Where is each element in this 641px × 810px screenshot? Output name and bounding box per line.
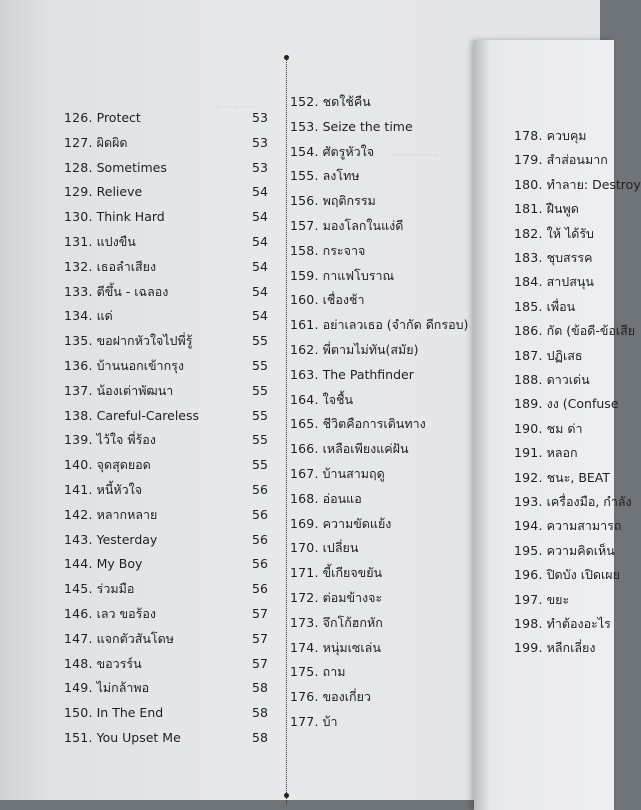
toc-entry [64, 554, 142, 574]
entry-number: 184. [514, 274, 543, 290]
entry-number: 173. [290, 614, 319, 630]
entry-title: ทำลาย: Destroy [546, 176, 641, 192]
entry-title: หนี้หัวใจ [96, 482, 143, 497]
entry-title: Seize the time [322, 118, 413, 134]
entry-page-number: 57 [252, 606, 268, 621]
toc-entry [64, 108, 141, 128]
entry-number: 132. [64, 258, 93, 274]
entry-title: หนุ่มเซเล่น [322, 639, 381, 655]
toc-entry [514, 272, 600, 292]
toc-entry [64, 678, 149, 698]
entry-title: บ้านสามฤดู [322, 466, 385, 481]
entry-number: 131. [64, 234, 93, 249]
entry-title: ศัตรูหัวใจ [322, 143, 375, 159]
toc-entry [290, 266, 475, 286]
entry-number: 150. [64, 705, 93, 721]
divider-bottom-dot [284, 793, 289, 798]
entry-number: 168. [290, 490, 319, 506]
entry-number: 172. [290, 590, 319, 605]
divider-top-dot [284, 55, 289, 60]
entry-number: 186. [514, 323, 543, 339]
entry-number: 137. [64, 382, 93, 398]
toc-entry [64, 455, 151, 475]
entry-title: ดาวเด่น [546, 372, 590, 387]
toc-entry [290, 191, 475, 211]
toc-entry [290, 613, 475, 633]
toc-entry [514, 175, 641, 195]
entry-number: 135. [64, 333, 93, 349]
toc-entry [64, 158, 167, 178]
toc-entry [64, 207, 165, 227]
entry-page-number: 55 [252, 333, 268, 349]
toc-entry [514, 516, 622, 536]
entry-number: 174. [290, 639, 319, 655]
toc-entry [290, 538, 475, 558]
entry-title: ชีวิตคือการเดินทาง [322, 416, 426, 432]
entry-page-number: 54 [252, 184, 268, 200]
entry-title: แจกตัวสันโดษ [96, 630, 174, 646]
toc-entry [290, 687, 475, 707]
entry-page-number: 53 [252, 134, 268, 150]
entry-number: 163. [290, 366, 319, 382]
entry-title: Think Hard [96, 209, 165, 225]
entry-title: หลีกเลี่ยง [546, 640, 596, 656]
column-divider [286, 60, 287, 805]
toc-entry [514, 468, 611, 488]
toc-entry [290, 117, 475, 137]
toc-entry [514, 224, 600, 244]
entry-page-number: 58 [252, 680, 268, 696]
entry-page-number: 55 [252, 457, 268, 473]
entry-title: พฤติกรรม [322, 193, 376, 209]
entry-title: ความสามารถ [546, 518, 622, 534]
entry-title: ต่อมข้างจะ [322, 590, 383, 605]
toc-entry [290, 662, 475, 682]
entry-title: จึกโก้ฮกหัก [322, 614, 383, 630]
toc-entry [64, 306, 113, 326]
toc-entry [514, 492, 632, 512]
toc-entry [64, 629, 174, 649]
toc-entry [514, 150, 608, 170]
entry-title: ตีขึ้น - เฉลอง [96, 283, 169, 299]
entry-title: ผิดผิด [96, 134, 128, 150]
entry-number: 148. [64, 655, 93, 671]
entry-title: ขอฝากหัวใจไปพี่รู้ [96, 333, 193, 349]
toc-entry [290, 588, 475, 608]
toc-entry [514, 126, 600, 146]
entry-number: 181. [514, 201, 543, 217]
entry-title: ชนะ, BEAT [546, 469, 611, 485]
toc-entry [64, 728, 181, 748]
toc-entry [64, 257, 156, 277]
entry-page-number: 54 [252, 209, 268, 225]
toc-entry [290, 489, 475, 509]
entry-title: In The End [96, 705, 164, 721]
toc-entry [514, 297, 600, 317]
entry-page-number: 54 [252, 258, 268, 274]
entry-number: 192. [514, 469, 543, 485]
entry-number: 152. [290, 94, 319, 109]
toc-entry [290, 315, 475, 335]
entry-title: The Pathfinder [322, 366, 414, 382]
entry-title: อ่อนแอ [322, 490, 362, 506]
entry-number: 151. [64, 730, 93, 745]
entry-title: สาปสนุน [546, 274, 594, 290]
entry-number: 161. [290, 317, 319, 333]
entry-title: ขี้เกียจขยัน [322, 565, 383, 581]
entry-title: เครื่องมือ, กำลัง [546, 494, 632, 509]
entry-page-number: 56 [252, 581, 268, 597]
entry-number: 195. [514, 542, 543, 558]
entry-page-number: 53 [252, 110, 268, 125]
toc-entry [64, 579, 134, 599]
entry-number: 188. [514, 372, 543, 387]
toc-entry [64, 505, 157, 525]
entry-page-number: 57 [252, 630, 268, 646]
entry-number: 187. [514, 347, 543, 363]
entry-number: 176. [290, 689, 319, 705]
toc-entry [64, 232, 136, 252]
entry-number: 129. [64, 184, 93, 200]
entry-number: 197. [514, 591, 543, 607]
toc-entry [290, 166, 475, 186]
entry-number: 162. [290, 342, 319, 357]
entry-number: 155. [290, 168, 319, 184]
toc-entry [290, 464, 475, 484]
entry-title: เชื่องช้า [322, 292, 365, 308]
toc-entry [514, 321, 636, 341]
entry-number: 199. [514, 640, 543, 656]
toc-entry [514, 614, 611, 634]
toc-entry [514, 541, 615, 561]
entry-title: ชม ด่า [546, 420, 583, 436]
entry-title: ร่วมมือ [96, 581, 135, 597]
entry-page-number: 54 [252, 308, 268, 324]
entry-title: ขยะ [546, 591, 570, 607]
toc-entry [290, 414, 475, 434]
entry-title: บ้านนอกเข้ากรุง [96, 358, 184, 373]
entry-number: 149. [64, 680, 93, 696]
entry-number: 164. [290, 391, 319, 407]
toc-entry [514, 590, 600, 610]
entry-number: 177. [290, 714, 319, 729]
toc-entry [64, 133, 128, 153]
toc-entry [290, 241, 475, 261]
entry-number: 190. [514, 420, 543, 436]
toc-entry [64, 282, 168, 302]
toc-entry [64, 703, 163, 723]
entry-number: 191. [514, 445, 543, 461]
entry-page-number: 58 [252, 705, 268, 721]
entry-page-number: 58 [252, 730, 268, 745]
toc-entry [514, 443, 600, 463]
entry-number: 144. [64, 556, 93, 572]
entry-number: 194. [514, 518, 543, 534]
toc-entry [290, 439, 475, 459]
entry-number: 139. [64, 432, 93, 448]
entry-number: 166. [290, 441, 319, 457]
entry-title: Sometimes [96, 159, 167, 175]
entry-title: กัด (ข้อดี-ข้อเสีย [546, 323, 636, 339]
entry-number: 140. [64, 457, 93, 473]
toc-entry [290, 290, 475, 310]
toc-entry [290, 340, 475, 360]
entry-title: Relieve [96, 184, 143, 200]
toc-entry [514, 199, 600, 219]
entry-title: ของเกี่ยว [322, 689, 371, 705]
entry-title: แปงขืน [96, 234, 136, 249]
entry-title: ไม่กล้าพอ [96, 680, 150, 696]
entry-title: ปฏิเสธ [546, 347, 583, 363]
entry-title: กาแฟโบราณ [322, 267, 395, 283]
entry-title: หลากหลาย [96, 506, 158, 522]
entry-page-number: 54 [252, 283, 268, 299]
entry-number: 143. [64, 531, 93, 547]
entry-title: ใจชื้น [322, 391, 354, 407]
entry-number: 160. [290, 292, 319, 308]
entry-title: อย่าเลวเธอ (จำกัด ดีกรอบ) [322, 317, 469, 333]
entry-title: ถาม [322, 664, 346, 680]
entry-page-number: 55 [252, 407, 268, 423]
entry-page-number: 53 [252, 159, 268, 175]
entry-title: เพื่อน [546, 298, 576, 314]
entry-title: สำส่อนมาก [546, 152, 608, 168]
entry-number: 189. [514, 396, 543, 412]
entry-number: 138. [64, 407, 93, 423]
entry-number: 165. [290, 416, 319, 432]
toc-entry [514, 638, 600, 658]
entry-number: 128. [64, 159, 93, 175]
entry-page-number: 56 [252, 531, 268, 547]
entry-title: บ้า [322, 714, 338, 729]
entry-title: You Upset Me [96, 730, 181, 745]
entry-title: ควบคุม [546, 128, 587, 143]
toc-entry [64, 430, 156, 450]
toc-entry [290, 514, 475, 534]
entry-number: 136. [64, 358, 93, 373]
entry-title: พี่ตามไม่ทัน(สมัย) [322, 342, 419, 357]
entry-number: 133. [64, 283, 93, 299]
entry-number: 159. [290, 267, 319, 283]
toc-entry [64, 381, 173, 401]
entry-title: น้องเต่าพัฒนา [96, 382, 174, 398]
entry-title: Protect [96, 110, 141, 125]
entry-number: 169. [290, 515, 319, 531]
toc-entry [290, 638, 475, 658]
entry-page-number: 55 [252, 432, 268, 448]
entry-title: จุดสุดยอด [96, 457, 151, 473]
entry-number: 182. [514, 225, 543, 241]
entry-number: 154. [290, 143, 319, 159]
entry-number: 156. [290, 193, 319, 209]
toc-entry [290, 390, 475, 410]
toc-entry [290, 563, 475, 583]
entry-title: เหลือเพียงแค่ฝัน [322, 441, 409, 457]
entry-title: My Boy [96, 556, 143, 572]
entry-number: 134. [64, 308, 93, 324]
entry-number: 127. [64, 134, 93, 150]
entry-page-number: 54 [252, 234, 268, 249]
entry-number: 185. [514, 298, 543, 314]
toc-entry [290, 712, 475, 732]
entry-page-number: 56 [252, 482, 268, 497]
entry-title: ความคิดเห็น [546, 542, 615, 558]
entry-number: 167. [290, 466, 319, 481]
entry-number: 141. [64, 482, 93, 497]
entry-title: งง (Confuse [546, 396, 619, 412]
entry-title: มองโลกในแง่ดี [322, 218, 404, 233]
entry-number: 180. [514, 176, 543, 192]
entry-number: 193. [514, 494, 543, 509]
entry-title: ปิดบัง เปิดเผย [546, 567, 620, 583]
toc-entry [64, 604, 156, 624]
toc-entry [514, 419, 600, 439]
toc-entry [64, 530, 157, 550]
toc-entry [514, 248, 600, 268]
toc-entry [290, 142, 475, 162]
toc-entry [64, 480, 142, 500]
toc-entry [64, 406, 199, 426]
entry-number: 179. [514, 152, 543, 168]
entry-title: เธอลำเสียง [96, 258, 157, 274]
entry-number: 142. [64, 506, 93, 522]
entry-title: ไว้ใจ พี่ร้อง [96, 432, 156, 448]
bleed-through-text: ~~~~~~ [390, 150, 441, 161]
toc-entry [64, 356, 184, 376]
entry-title: แด่ [96, 308, 113, 324]
entry-title: ความขัดแย้ง [322, 515, 392, 531]
entry-page-number: 56 [252, 506, 268, 522]
toc-entry [290, 92, 475, 112]
entry-number: 157. [290, 218, 319, 233]
entry-number: 196. [514, 567, 543, 583]
entry-title: เลว ขอร้อง [96, 606, 156, 621]
entry-page-number: 55 [252, 358, 268, 373]
entry-title: ให้ ได้รับ [546, 225, 594, 241]
toc-entry [64, 331, 192, 351]
toc-entry [514, 394, 619, 414]
bleed-through-text: ~~~~~ [215, 102, 257, 113]
toc-entry [290, 216, 475, 236]
entry-title: ทำต้องอะไร [546, 616, 611, 631]
entry-title: Careful-Careless [96, 407, 200, 423]
entry-number: 183. [514, 250, 543, 265]
entry-page-number: 56 [252, 556, 268, 572]
entry-number: 171. [290, 565, 319, 581]
toc-entry [514, 346, 600, 366]
entry-page-number: 55 [252, 382, 268, 398]
entry-number: 147. [64, 630, 93, 646]
toc-entry [64, 182, 142, 202]
toc-entry [514, 370, 600, 390]
entry-title: ชุบสรรค [546, 250, 593, 265]
entry-number: 153. [290, 118, 319, 134]
entry-title: เปลี่ยน [322, 540, 359, 556]
toc-entry [514, 565, 620, 585]
toc-entry [290, 365, 475, 385]
entry-title: ขอวรร์น [96, 655, 142, 671]
entry-title: หลอก [546, 445, 578, 461]
toc-entry [64, 654, 142, 674]
entry-number: 170. [290, 540, 319, 556]
entry-number: 175. [290, 664, 319, 680]
entry-title: ฝืนพูด [546, 201, 579, 217]
entry-title: Yesterday [96, 531, 158, 547]
entry-number: 198. [514, 616, 543, 631]
entry-title: ชดใช้คืน [322, 94, 371, 109]
entry-number: 130. [64, 209, 93, 225]
entry-number: 158. [290, 242, 319, 258]
entry-title: ลงโทษ [322, 168, 360, 184]
entry-number: 126. [64, 110, 93, 125]
entry-number: 146. [64, 606, 93, 621]
entry-number: 145. [64, 581, 93, 597]
entry-number: 178. [514, 128, 543, 143]
entry-title: กระจาจ [322, 242, 366, 258]
entry-page-number: 57 [252, 655, 268, 671]
